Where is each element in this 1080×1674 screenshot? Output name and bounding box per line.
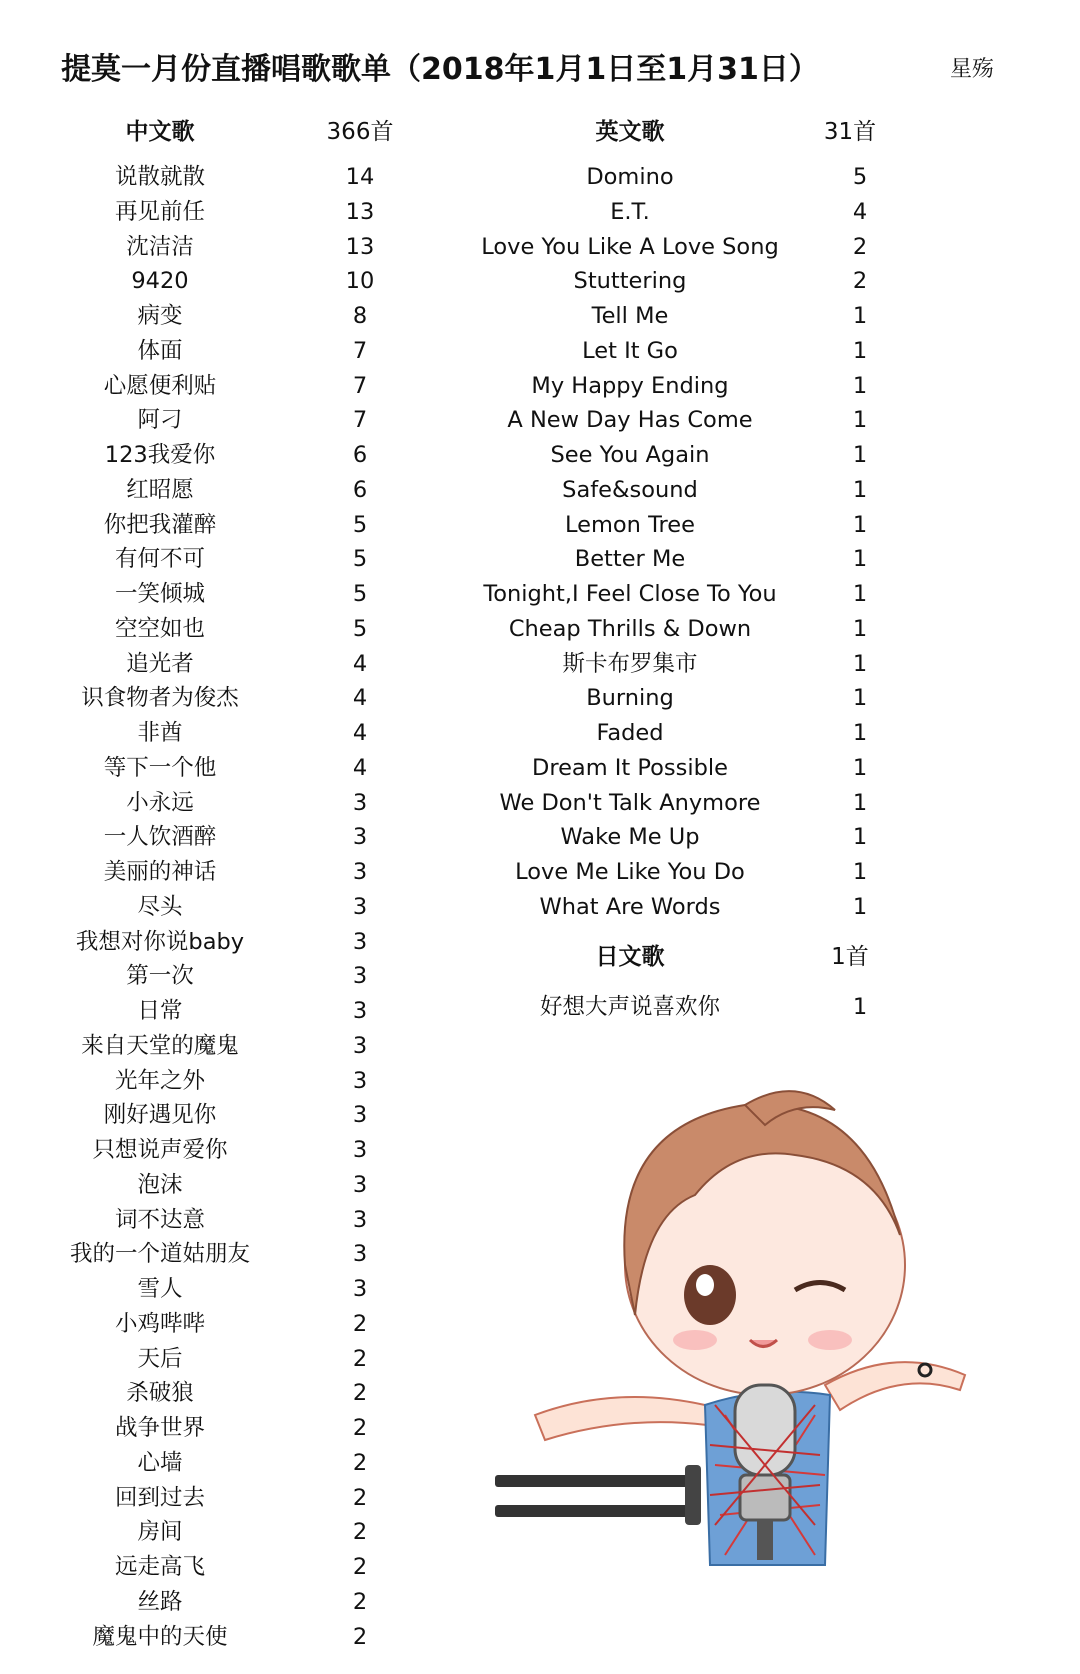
song-row xyxy=(0,1029,420,1064)
song-name: 光年之外 xyxy=(114,1067,205,1094)
song-row xyxy=(460,230,900,265)
song-row xyxy=(460,403,900,438)
song-name: 空空如也 xyxy=(114,615,205,642)
song-row xyxy=(460,786,900,821)
song-row xyxy=(0,1064,420,1099)
song-row xyxy=(0,577,420,612)
song-name: 第一次 xyxy=(126,963,194,990)
song-row xyxy=(460,612,900,647)
song-name: 斯卡布罗集市 xyxy=(562,650,698,677)
song-row xyxy=(0,160,420,195)
song-count: 2 xyxy=(352,1588,368,1615)
song-row xyxy=(0,369,420,404)
page-title: 提莫一月份直播唱歌歌单（2018年1月1日至1月31日） xyxy=(61,52,819,87)
song-row xyxy=(0,1550,420,1585)
song-count: 2 xyxy=(352,1623,368,1650)
song-row xyxy=(0,1515,420,1550)
song-name: 小永远 xyxy=(126,789,194,816)
song-count: 1 xyxy=(852,407,868,434)
song-name: Domino xyxy=(586,164,674,190)
song-count: 1 xyxy=(852,581,868,607)
song-name: Dream It Possible xyxy=(532,754,728,781)
chinese-song-list xyxy=(0,160,420,1654)
song-row xyxy=(460,855,900,890)
song-name: 追光者 xyxy=(126,650,194,677)
song-row xyxy=(0,230,420,265)
song-name: Better Me xyxy=(574,546,686,573)
song-row xyxy=(0,1411,420,1446)
song-count: 1 xyxy=(852,442,868,468)
song-count: 2 xyxy=(352,1415,368,1441)
song-name: 再见前任 xyxy=(114,198,205,225)
song-row xyxy=(0,786,420,821)
song-count: 1 xyxy=(852,372,868,399)
song-row xyxy=(0,1446,420,1481)
japanese-total: 1首 xyxy=(831,944,869,970)
song-count: 4 xyxy=(352,685,368,712)
song-name: 战争世界 xyxy=(114,1415,205,1441)
song-name: What Are Words xyxy=(539,893,721,920)
song-name: 魔鬼中的天使 xyxy=(92,1623,228,1650)
song-count: 1 xyxy=(852,754,868,781)
song-row xyxy=(0,681,420,716)
song-name: 尽头 xyxy=(137,893,183,920)
song-row xyxy=(460,473,900,508)
song-row xyxy=(460,264,900,299)
song-name: Let It Go xyxy=(582,337,678,364)
song-name: 心墙 xyxy=(137,1449,183,1476)
song-count: 2 xyxy=(852,268,868,295)
song-name: My Happy Ending xyxy=(531,372,729,399)
song-count: 3 xyxy=(352,824,368,851)
song-name: 等下一个他 xyxy=(103,754,217,781)
song-count: 1 xyxy=(852,720,868,746)
song-row xyxy=(0,403,420,438)
song-count: 4 xyxy=(852,198,868,225)
song-count: 5 xyxy=(352,511,368,538)
song-name: 美丽的神话 xyxy=(103,859,217,885)
song-row xyxy=(460,990,900,1025)
song-name: 9420 xyxy=(131,268,189,295)
song-row xyxy=(460,508,900,543)
song-row xyxy=(460,647,900,682)
song-name: 识食物者为俊杰 xyxy=(81,685,239,712)
song-row xyxy=(0,299,420,334)
song-name: Cheap Thrills & Down xyxy=(508,615,752,642)
song-row xyxy=(0,1481,420,1516)
song-name: A New Day Has Come xyxy=(507,407,753,434)
song-name: Wake Me Up xyxy=(560,824,700,851)
song-count: 8 xyxy=(352,303,368,329)
song-count: 1 xyxy=(852,476,868,503)
song-count: 5 xyxy=(352,581,368,607)
song-row xyxy=(0,959,420,994)
song-row xyxy=(0,890,420,925)
song-name: 非酋 xyxy=(137,720,183,746)
song-count: 3 xyxy=(352,1206,368,1233)
song-count: 2 xyxy=(352,1345,368,1372)
song-count: 7 xyxy=(352,407,368,434)
song-count: 5 xyxy=(352,546,368,573)
song-count: 4 xyxy=(352,650,368,677)
song-name: See You Again xyxy=(550,442,710,468)
english-total: 31首 xyxy=(823,119,877,145)
song-row xyxy=(460,681,900,716)
song-count: 3 xyxy=(352,928,368,955)
song-name: Lemon Tree xyxy=(565,511,695,538)
song-count: 2 xyxy=(852,233,868,260)
song-row xyxy=(0,1168,420,1203)
song-name: 远走高飞 xyxy=(114,1554,205,1580)
song-count: 1 xyxy=(852,859,868,885)
song-count: 5 xyxy=(352,615,368,642)
song-row xyxy=(0,1307,420,1342)
song-row xyxy=(460,369,900,404)
song-count: 7 xyxy=(352,337,368,364)
song-name: 123我爱你 xyxy=(104,442,216,468)
song-name: 杀破狼 xyxy=(126,1380,194,1407)
song-name: 红昭愿 xyxy=(126,476,194,503)
song-name: 词不达意 xyxy=(114,1206,205,1233)
song-name: 丝路 xyxy=(137,1588,183,1615)
song-count: 1 xyxy=(852,650,868,677)
song-count: 14 xyxy=(345,164,375,190)
song-row xyxy=(0,1272,420,1307)
song-row xyxy=(0,647,420,682)
song-count: 1 xyxy=(852,824,868,851)
song-row xyxy=(0,612,420,647)
song-count: 1 xyxy=(852,994,868,1020)
song-count: 1 xyxy=(852,893,868,920)
song-count: 1 xyxy=(852,337,868,364)
song-row xyxy=(0,1342,420,1377)
song-count: 3 xyxy=(352,893,368,920)
song-count: 1 xyxy=(852,511,868,538)
author-name: 星殇 xyxy=(950,57,995,82)
song-name: E.T. xyxy=(610,198,650,225)
song-count: 1 xyxy=(852,546,868,573)
song-count: 4 xyxy=(352,720,368,746)
song-row xyxy=(0,1237,420,1272)
song-count: 13 xyxy=(345,233,375,260)
song-name: 只想说声爱你 xyxy=(92,1137,228,1163)
song-count: 3 xyxy=(352,1171,368,1198)
song-name: 房间 xyxy=(137,1519,183,1546)
song-row xyxy=(0,1620,420,1655)
song-name: Tell Me xyxy=(591,303,669,329)
song-row xyxy=(0,1376,420,1411)
japanese-song-list xyxy=(460,990,900,1025)
song-row xyxy=(0,1203,420,1238)
song-count: 3 xyxy=(352,1276,368,1302)
song-row xyxy=(460,577,900,612)
song-count: 3 xyxy=(352,1137,368,1163)
song-count: 3 xyxy=(352,998,368,1024)
song-count: 10 xyxy=(345,268,375,295)
song-name: 说散就散 xyxy=(114,164,205,190)
song-name: Stuttering xyxy=(573,268,687,295)
song-name: 一人饮酒醉 xyxy=(103,824,217,851)
song-count: 3 xyxy=(352,1241,368,1268)
song-name: 你把我灌醉 xyxy=(103,511,217,538)
song-count: 3 xyxy=(352,1067,368,1094)
song-count: 1 xyxy=(852,789,868,816)
song-name: 泡沫 xyxy=(137,1171,183,1198)
song-name: Safe&sound xyxy=(562,476,698,503)
song-row xyxy=(0,508,420,543)
song-name: 沈洁洁 xyxy=(126,233,194,260)
mic-stand-icon xyxy=(495,1465,701,1525)
song-count: 4 xyxy=(352,754,368,781)
song-name: 来自天堂的魔鬼 xyxy=(81,1032,239,1059)
song-name: 好想大声说喜欢你 xyxy=(539,994,720,1020)
song-count: 2 xyxy=(352,1554,368,1580)
song-name: Faded xyxy=(596,720,664,746)
song-row xyxy=(0,925,420,960)
song-name: 刚好遇见你 xyxy=(103,1102,217,1129)
song-name: 体面 xyxy=(137,337,183,364)
song-row xyxy=(0,716,420,751)
song-name: 回到过去 xyxy=(114,1484,205,1511)
song-name: 阿刁 xyxy=(137,407,183,434)
song-name: 日常 xyxy=(137,998,183,1024)
song-row xyxy=(0,820,420,855)
song-row xyxy=(0,1585,420,1620)
song-name: 雪人 xyxy=(137,1276,183,1302)
song-row xyxy=(0,542,420,577)
song-row xyxy=(0,994,420,1029)
japanese-header: 日文歌 xyxy=(595,944,665,970)
song-row xyxy=(460,820,900,855)
english-header: 英文歌 xyxy=(595,119,665,145)
song-count: 3 xyxy=(352,789,368,816)
song-row xyxy=(460,299,900,334)
song-name: 一笑倾城 xyxy=(114,581,205,607)
song-name: Tonight,I Feel Close To You xyxy=(483,581,777,607)
song-count: 3 xyxy=(352,963,368,990)
song-count: 3 xyxy=(352,1032,368,1059)
english-song-list xyxy=(460,160,900,925)
song-row xyxy=(460,438,900,473)
song-row xyxy=(0,264,420,299)
song-count: 5 xyxy=(852,164,868,190)
chinese-header: 中文歌 xyxy=(125,119,195,145)
song-count: 2 xyxy=(352,1484,368,1511)
song-name: 有何不可 xyxy=(114,546,205,573)
song-row xyxy=(0,1098,420,1133)
song-row xyxy=(460,890,900,925)
song-count: 2 xyxy=(352,1449,368,1476)
song-row xyxy=(0,751,420,786)
song-count: 6 xyxy=(352,442,368,468)
song-name: Love You Like A Love Song xyxy=(481,233,779,260)
song-count: 13 xyxy=(345,198,375,225)
song-row xyxy=(460,334,900,369)
song-name: 天后 xyxy=(137,1345,183,1372)
song-count: 1 xyxy=(852,303,868,329)
song-row xyxy=(0,195,420,230)
song-count: 2 xyxy=(352,1380,368,1407)
chibi-singer-illustration xyxy=(495,1085,1015,1595)
song-row xyxy=(0,855,420,890)
song-name: We Don't Talk Anymore xyxy=(499,789,761,816)
song-name: 病变 xyxy=(137,303,183,329)
song-count: 7 xyxy=(352,372,368,399)
song-count: 2 xyxy=(352,1310,368,1337)
song-name: 小鸡哔哔 xyxy=(114,1310,205,1337)
song-row xyxy=(460,160,900,195)
chinese-total: 366首 xyxy=(326,119,394,145)
song-row xyxy=(0,473,420,508)
song-count: 3 xyxy=(352,859,368,885)
song-count: 1 xyxy=(852,685,868,712)
song-count: 3 xyxy=(352,1102,368,1129)
song-name: Love Me Like You Do xyxy=(515,859,745,885)
song-row xyxy=(460,195,900,230)
song-count: 2 xyxy=(352,1519,368,1546)
song-name: Burning xyxy=(586,685,674,712)
song-row xyxy=(460,542,900,577)
song-row xyxy=(0,334,420,369)
song-row xyxy=(460,751,900,786)
song-count: 6 xyxy=(352,476,368,503)
song-name: 心愿便利贴 xyxy=(103,372,217,399)
song-row xyxy=(0,1133,420,1168)
song-row xyxy=(460,716,900,751)
song-name: 我的一个道姑朋友 xyxy=(69,1241,250,1268)
song-row xyxy=(0,438,420,473)
song-name: 我想对你说baby xyxy=(75,928,245,955)
song-count: 1 xyxy=(852,615,868,642)
